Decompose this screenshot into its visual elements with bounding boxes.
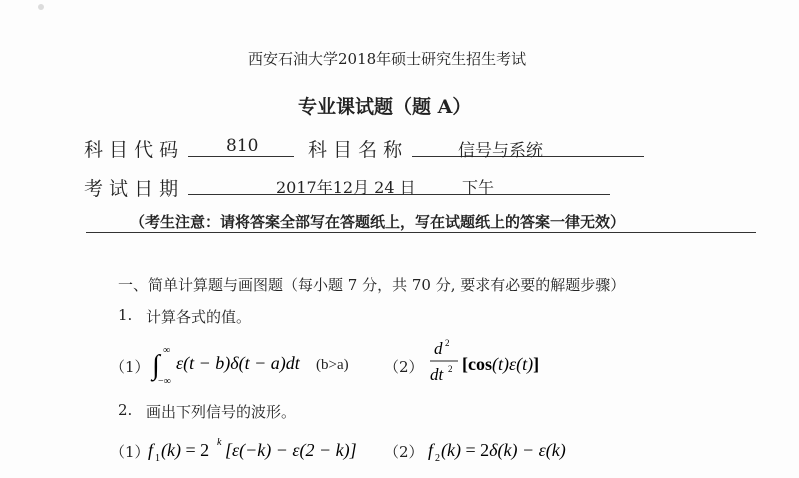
q2-part2-formula bbox=[426, 430, 596, 468]
svg-text:∞: ∞ bbox=[163, 345, 171, 356]
time-value: 下午 bbox=[462, 178, 495, 197]
svg-text:dt: dt bbox=[430, 365, 444, 384]
svg-text:2: 2 bbox=[435, 453, 440, 464]
date-label: 考 试 日 期 bbox=[84, 178, 179, 200]
svg-text:(k) = 2δ(k) − ε(k): (k) = 2δ(k) − ε(k) bbox=[441, 440, 566, 460]
notice-text: （考生注意：请将答案全部写在答题纸上，写在试题纸上的答案一律无效） bbox=[130, 213, 626, 231]
q2-part1-label: （1） bbox=[110, 443, 150, 461]
svg-text:[cos(t)ε(t)]: [cos(t)ε(t)] bbox=[462, 354, 540, 374]
q1-text: 计算各式的值。 bbox=[146, 308, 252, 326]
q1-part1-condition: (b>a) bbox=[316, 357, 349, 373]
svg-text:[ε(−k) − ε(2 − k)]: [ε(−k) − ε(2 − k)] bbox=[225, 440, 357, 460]
subject-code-underline bbox=[188, 156, 294, 157]
svg-text:−∞: −∞ bbox=[158, 376, 171, 387]
svg-text:d: d bbox=[434, 339, 443, 358]
section1-heading: 一、简单计算题与画图题（每小题 7 分，共 70 分, 要求有必要的解题步骤） bbox=[118, 276, 626, 294]
svg-text:ε(t − b)δ(t − a)dt: ε(t − b)δ(t − a)dt bbox=[176, 353, 300, 373]
q2-text: 画出下列信号的波形。 bbox=[146, 403, 297, 421]
q1-part1-label: （1） bbox=[110, 358, 150, 376]
subject-name-value: 信号与系统 bbox=[458, 141, 543, 161]
svg-text:k: k bbox=[217, 437, 222, 448]
q2-number: 2. bbox=[118, 401, 133, 419]
q1-number: 1. bbox=[118, 306, 133, 324]
svg-text:2: 2 bbox=[445, 338, 450, 348]
subject-code-value: 810 bbox=[226, 136, 259, 156]
svg-text:f: f bbox=[148, 440, 154, 460]
subject-code-label: 科 目 代 码 bbox=[84, 139, 179, 161]
svg-text:2: 2 bbox=[448, 364, 453, 374]
university-line: 西安石油大学2018年硕士研究生招生考试 bbox=[248, 50, 527, 68]
scan-speck bbox=[38, 4, 44, 10]
date-value: 2017年12月 24 日 bbox=[276, 178, 416, 197]
q1-part2-formula bbox=[428, 336, 548, 390]
q1-part1-formula bbox=[150, 340, 320, 390]
svg-text:1: 1 bbox=[155, 453, 160, 464]
subject-name-label: 科 目 名 称 bbox=[308, 139, 403, 161]
q2-part1-formula bbox=[146, 430, 366, 468]
svg-text:(k) = 2: (k) = 2 bbox=[161, 440, 210, 460]
svg-text:f: f bbox=[428, 440, 434, 460]
notice-rule bbox=[86, 232, 756, 233]
q1-part2-label: （2） bbox=[384, 358, 424, 376]
svg-text:∫: ∫ bbox=[152, 350, 160, 381]
exam-title: 专业课试题（题 A） bbox=[298, 96, 472, 118]
q2-part2-label: （2） bbox=[384, 443, 424, 461]
